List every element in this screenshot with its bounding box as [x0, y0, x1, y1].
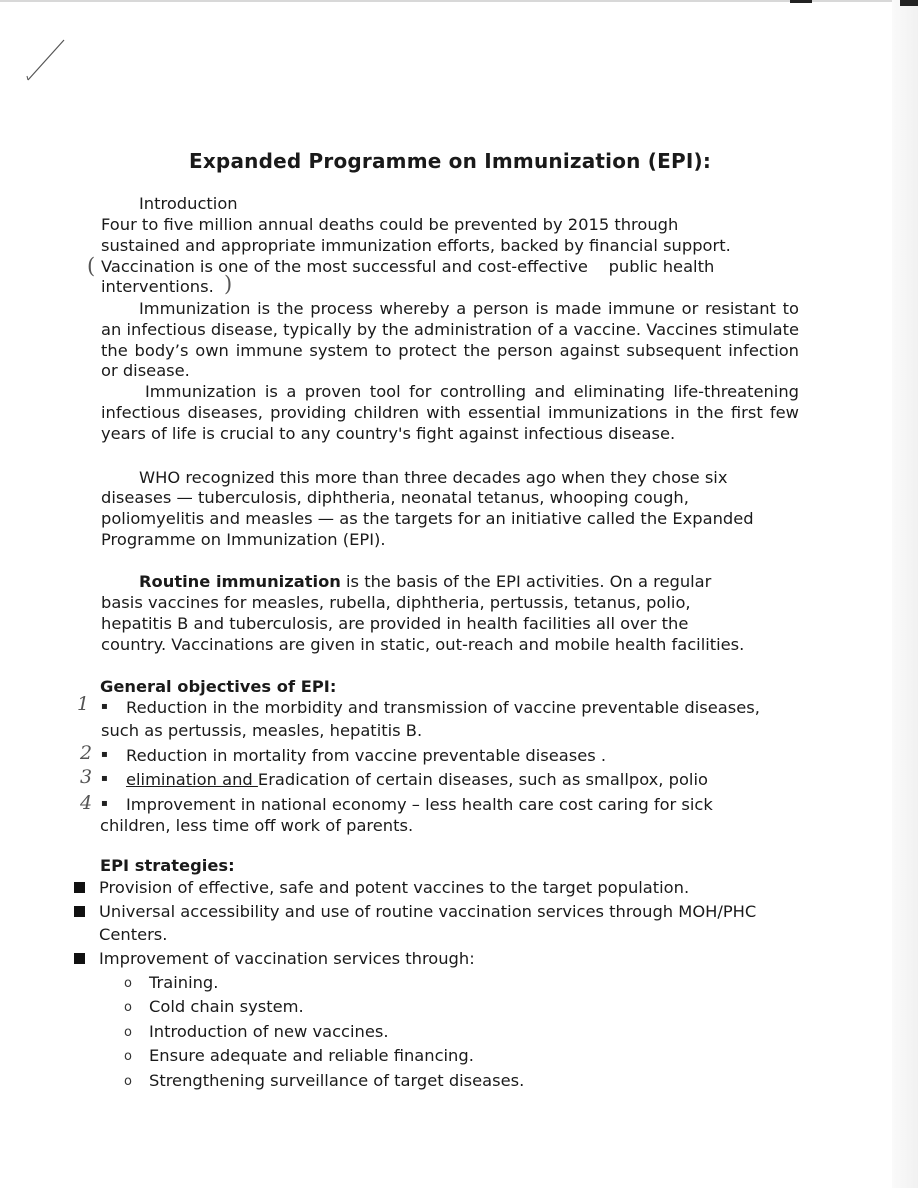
square-bullet-icon — [74, 906, 85, 917]
who-line: diseases — tuberculosis, diphtheria, neonatal tetanus, whooping cough, — [101, 488, 689, 507]
intro-line: sustained and appropriate immunization efforts, backed by financial support. — [101, 236, 731, 255]
scan-right-edge — [892, 0, 918, 1188]
scan-top-edge — [0, 0, 918, 2]
bullet-icon: ▪ — [101, 798, 108, 809]
circle-bullet-icon: o — [124, 976, 132, 991]
objective-item-continued: children, less time off work of parents. — [100, 816, 414, 835]
objective-item-rest: Eradication of certain diseases, such as smallpox, polio — [257, 770, 708, 789]
handwritten-number: 3 — [80, 766, 93, 788]
bullet-icon: ▪ — [101, 749, 108, 760]
underlined-phrase: elimination and — [126, 770, 258, 789]
square-bullet-icon — [74, 882, 85, 893]
strategies-heading: EPI strategies: — [100, 856, 235, 875]
pen-stroke-mark — [24, 36, 74, 86]
bullet-icon: ▪ — [101, 701, 108, 712]
handwritten-paren-open: ( — [87, 254, 96, 278]
strategy-sub-item: Cold chain system. — [149, 997, 304, 1016]
who-line: Programme on Immunization (EPI). — [101, 530, 386, 549]
intro-line: Four to five million annual deaths could be prevented by 2015 through — [101, 215, 679, 234]
objective-item: Improvement in national economy – less health care cost caring for sick — [126, 795, 713, 814]
handwritten-number: 2 — [80, 742, 93, 764]
scan-corner-mark — [900, 0, 918, 6]
strategy-sub-item: Introduction of new vaccines. — [149, 1022, 389, 1041]
page-title: Expanded Programme on Immunization (EPI): — [188, 149, 712, 173]
objective-item — [126, 770, 708, 790]
scan-top-mark — [790, 0, 812, 3]
strategy-item: Universal accessibility and use of routine vaccination services through MOH/PHC — [99, 902, 757, 921]
strategy-item-continued: Centers. — [99, 925, 168, 944]
paragraph-immunization-definition: Immunization is the process whereby a person is made immune or resistant to an infectious disease, typically by the administration of a vaccine. Vaccines stimulate the body’s own immune system to protect the person against subsequent infection or disease. — [101, 299, 799, 381]
circle-bullet-icon: o — [124, 1049, 132, 1064]
strategy-item: Improvement of vaccination services through: — [99, 949, 475, 968]
paragraph-proven-tool: Immunization is a proven tool for controlling and eliminating life-threatening infectious diseases, providing children with essential immunizations in the first few years of life is crucial to any country's fight against infectious disease. — [101, 382, 799, 443]
handwritten-paren-close: ) — [224, 272, 233, 296]
strategy-sub-item: Ensure adequate and reliable financing. — [149, 1046, 474, 1065]
routine-line: country. Vaccinations are given in static, out-reach and mobile health facilities. — [101, 635, 745, 654]
intro-line: Vaccination is one of the most successful and cost-effective public health — [101, 257, 715, 276]
who-line: WHO recognized this more than three decades ago when they chose six — [139, 468, 728, 487]
routine-line: basis vaccines for measles, rubella, diphtheria, pertussis, tetanus, polio, — [101, 593, 691, 612]
routine-immunization-term: Routine immunization — [139, 572, 341, 591]
strategy-sub-item: Training. — [149, 973, 219, 992]
circle-bullet-icon: o — [124, 1025, 132, 1040]
objective-item: Reduction in the morbidity and transmission of vaccine preventable diseases, — [126, 698, 760, 717]
routine-line-rest: is the basis of the EPI activities. On a regular — [340, 572, 712, 591]
handwritten-number: 1 — [77, 693, 90, 715]
strategy-sub-item: Strengthening surveillance of target diseases. — [149, 1071, 525, 1090]
objective-item: Reduction in mortality from vaccine preventable diseases . — [126, 746, 607, 765]
intro-heading: Introduction — [139, 194, 238, 213]
handwritten-number: 4 — [80, 792, 93, 814]
objectives-heading: General objectives of EPI: — [100, 677, 337, 696]
bullet-icon: ▪ — [101, 773, 108, 784]
circle-bullet-icon: o — [124, 1074, 132, 1089]
routine-first-line — [139, 572, 711, 592]
circle-bullet-icon: o — [124, 1000, 132, 1015]
who-line: poliomyelitis and measles — as the targets for an initiative called the Expanded — [101, 509, 754, 528]
objective-item-continued: such as pertussis, measles, hepatitis B. — [101, 721, 423, 740]
square-bullet-icon — [74, 953, 85, 964]
routine-line: hepatitis B and tuberculosis, are provided in health facilities all over the — [101, 614, 689, 633]
strategy-item: Provision of effective, safe and potent vaccines to the target population. — [99, 878, 690, 897]
intro-line: interventions. — [101, 277, 214, 296]
